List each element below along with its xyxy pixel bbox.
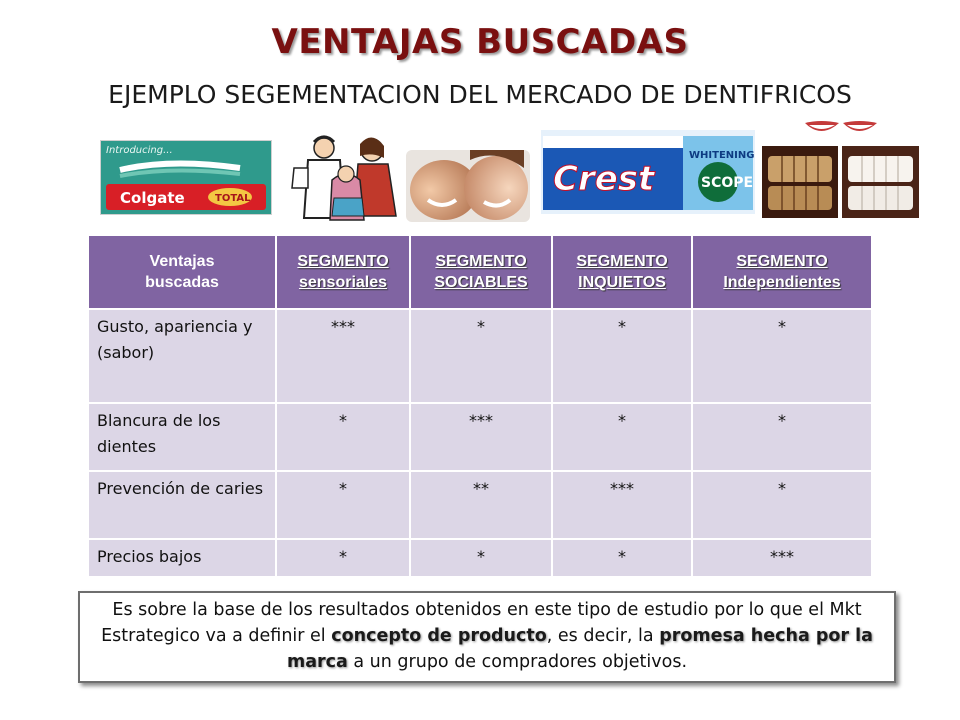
row-label: Prevención de caries (88, 471, 276, 539)
note-emphasis-promesa: promesa hecha por la marca (286, 626, 873, 672)
table-cell: * (410, 539, 552, 577)
table-cell: * (552, 403, 692, 471)
table-cell: ** (410, 471, 552, 539)
segmentation-table (87, 234, 873, 578)
colgate-brand-text: Colgate (120, 189, 185, 207)
crest-scope-image (541, 130, 755, 214)
row-label: Blancura de los dientes (88, 403, 276, 471)
table-row (88, 309, 872, 403)
table-cell: * (410, 309, 552, 403)
row-label: Gusto, apariencia y (sabor) (88, 309, 276, 403)
table-cell: *** (552, 471, 692, 539)
crest-product-text: SCOPE (701, 175, 754, 191)
header-ventajas (88, 235, 276, 309)
header-segmento-sensoriales (276, 235, 410, 309)
header-line: sensoriales (298, 274, 388, 291)
crest-brand-text: Crest (553, 159, 655, 199)
table-header-row (88, 235, 872, 309)
table-row (88, 403, 872, 471)
note-text: a un grupo de compradores objetivos. (347, 652, 688, 672)
slide-title: VENTAJAS BUSCADAS (271, 22, 689, 62)
note-emphasis-concepto: concepto de producto (331, 626, 547, 646)
header-line: buscadas (145, 274, 219, 291)
header-line: SEGMENTO (297, 253, 389, 270)
table-cell: *** (692, 539, 872, 577)
table-cell: * (276, 403, 410, 471)
table-cell: * (692, 403, 872, 471)
header-segmento-independientes (692, 235, 872, 309)
header-line: SEGMENTO (736, 253, 828, 270)
note-text: Es sobre la base de los resultados obtenidos en este tipo de estudio por lo que el Mkt Estrategico va a definir el (101, 600, 862, 646)
table-row (88, 471, 872, 539)
slide-subtitle: EJEMPLO SEGEMENTACION DEL MERCADO DE DENTIFRICOS (108, 80, 852, 109)
note-text: , es decir, la (546, 626, 660, 646)
header-line: SEGMENTO (576, 253, 668, 270)
header-line: SEGMENTO (435, 253, 527, 270)
colgate-total-image (100, 140, 272, 215)
dentist-cartoon-image (284, 128, 404, 228)
conclusion-note (78, 591, 896, 683)
table-cell: * (692, 309, 872, 403)
header-segmento-inquietos (552, 235, 692, 309)
table-cell: * (276, 471, 410, 539)
teeth-whitening-image (762, 146, 919, 218)
table-row (88, 539, 872, 577)
table-cell: *** (276, 309, 410, 403)
colgate-intro-text: Introducing... (106, 145, 173, 156)
table-cell: * (552, 539, 692, 577)
colgate-product-text: TOTAL (215, 193, 251, 204)
table-cell: * (276, 539, 410, 577)
table-cell: *** (410, 403, 552, 471)
table-cell: * (552, 309, 692, 403)
row-label: Precios bajos (88, 539, 276, 577)
header-line: Ventajas (149, 253, 215, 270)
smiling-teeth-image (803, 117, 879, 141)
smiling-couple-image (406, 150, 530, 222)
crest-whitening-text: WHITENING (689, 150, 755, 161)
table-cell: * (692, 471, 872, 539)
header-line: Independientes (723, 274, 841, 291)
header-line: SOCIABLES (434, 274, 528, 291)
header-segmento-sociables (410, 235, 552, 309)
header-line: INQUIETOS (578, 274, 666, 291)
